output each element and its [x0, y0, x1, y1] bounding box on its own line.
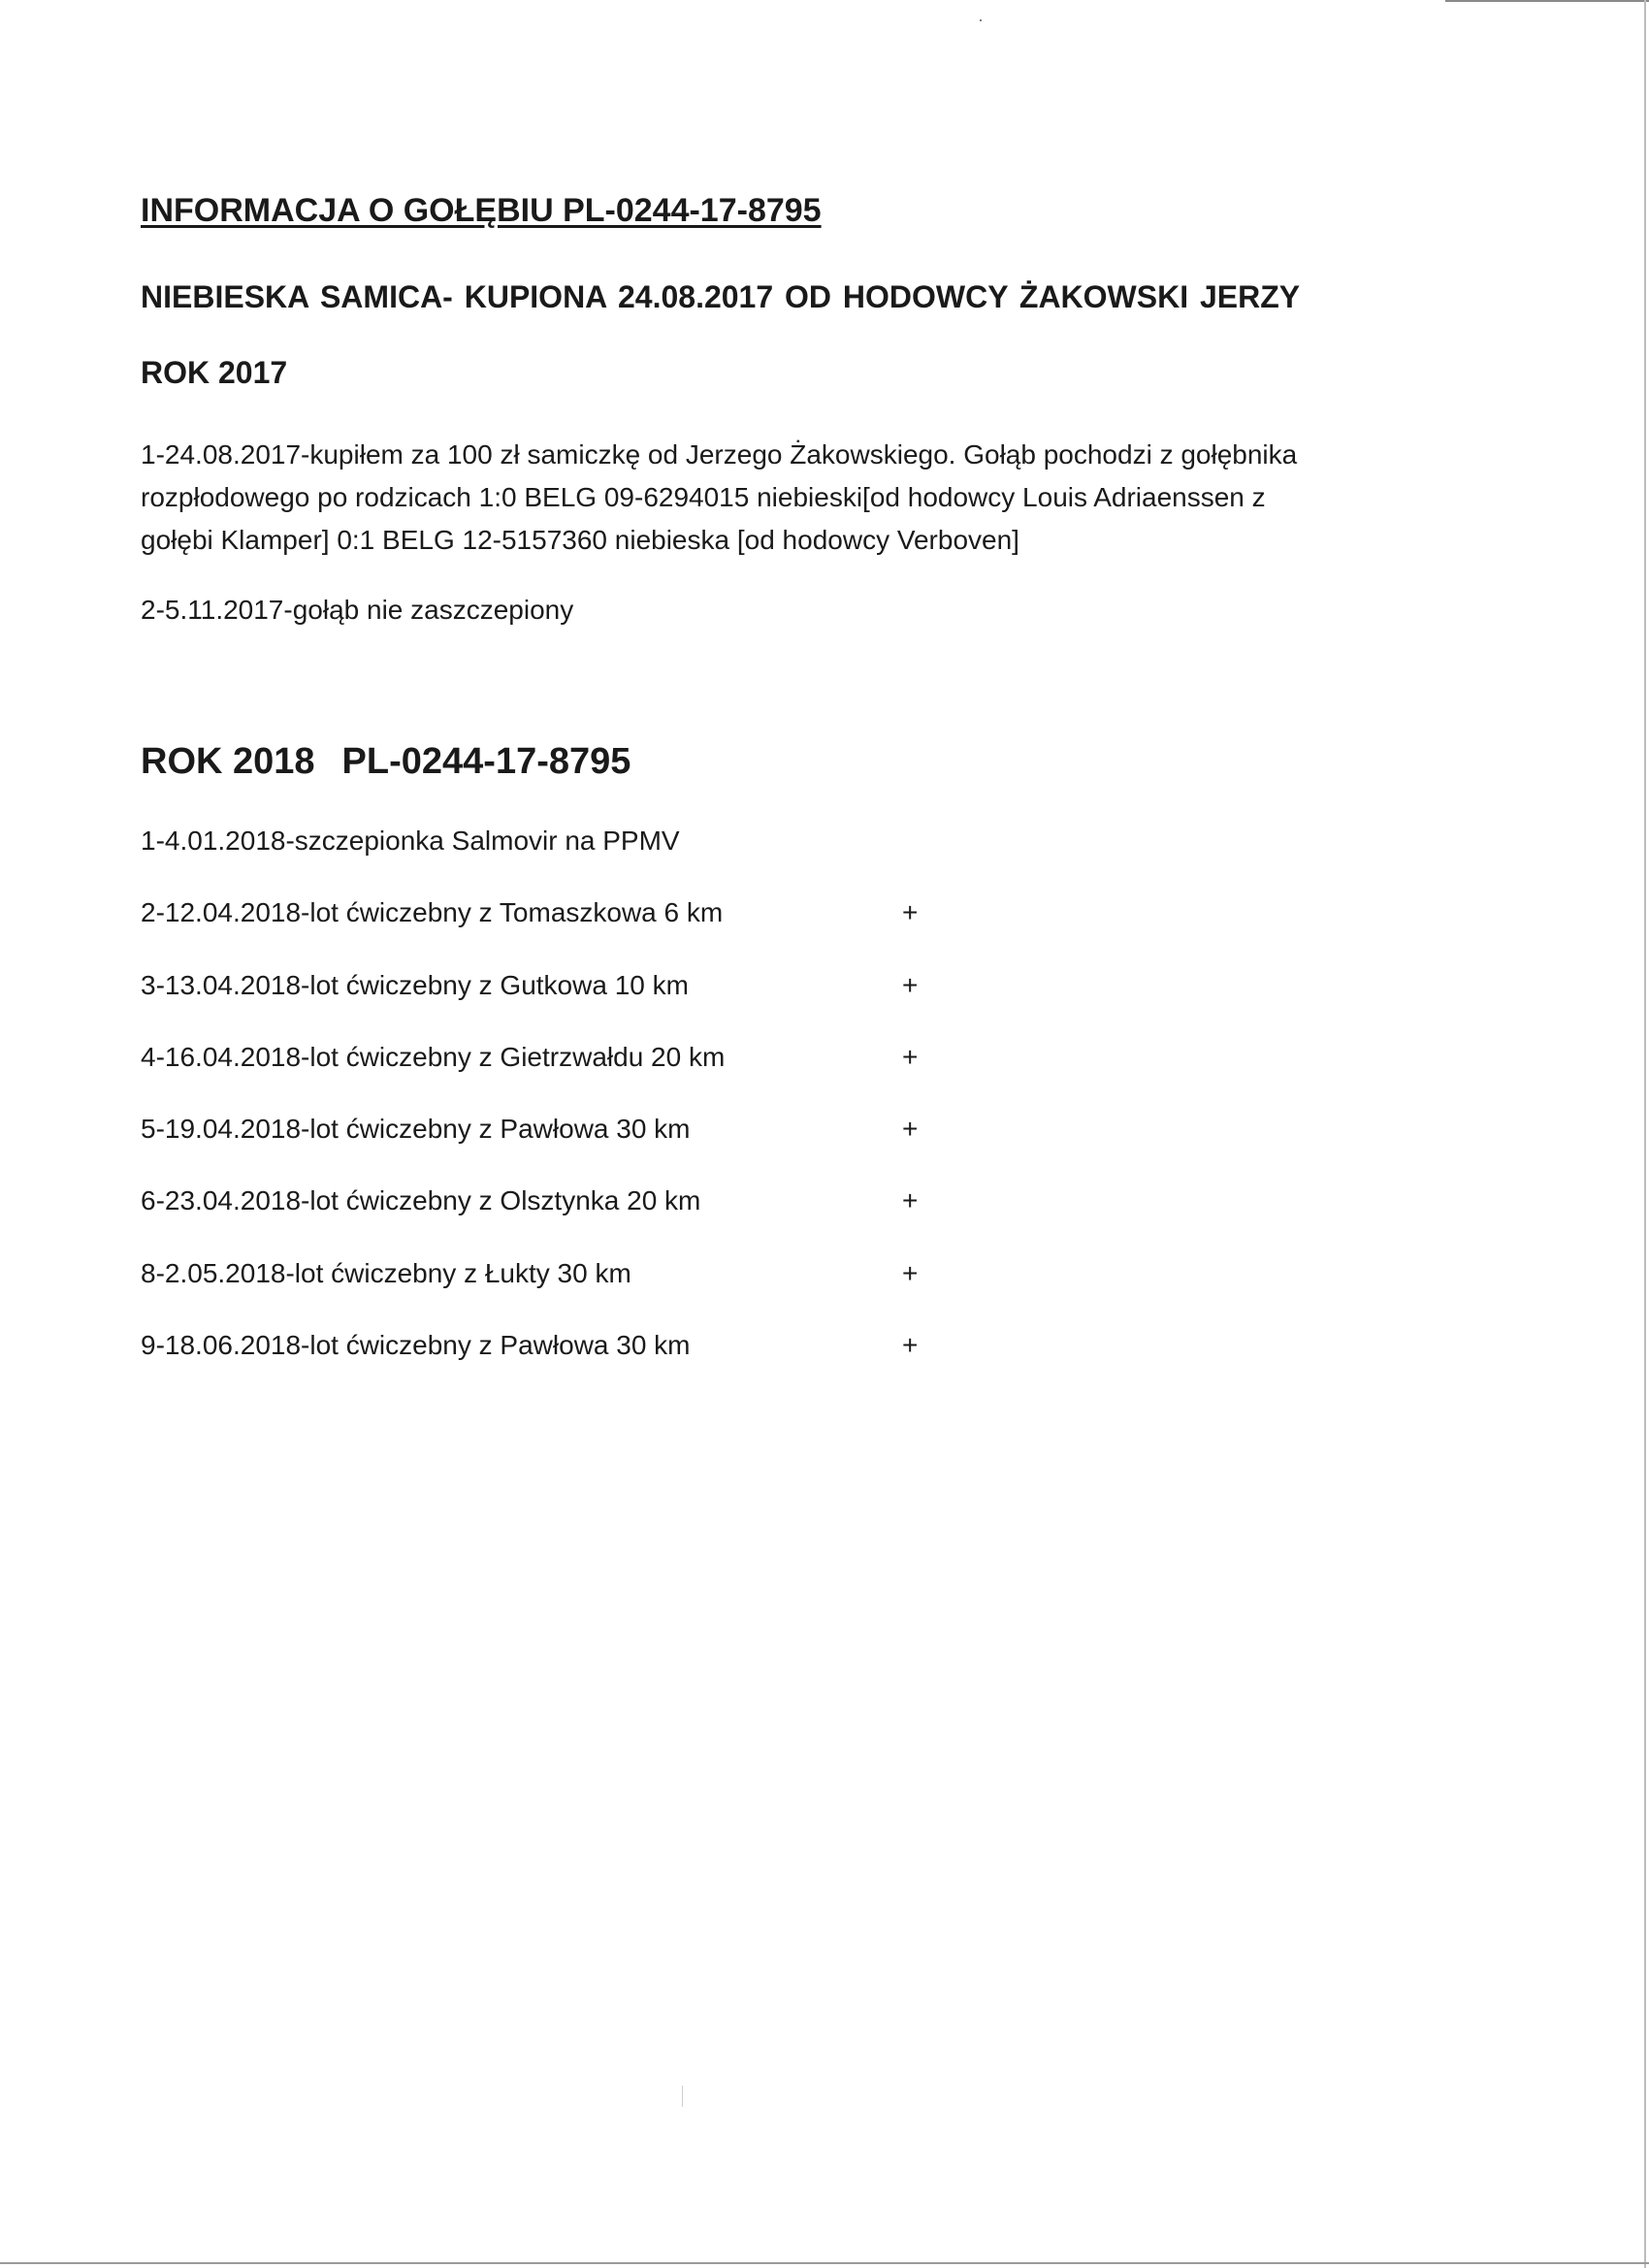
year-2017-entry-2: 2-5.11.2017-gołąb nie zaszczepiony: [141, 595, 574, 625]
scan-edge-top: [1445, 0, 1649, 2]
scan-edge-right: [1644, 0, 1646, 2268]
document-subtitle: NIEBIESKA SAMICA- KUPIONA 24.08.2017 OD HODOWCY ŻAKOWSKI JERZY: [141, 279, 1301, 314]
entry-mark: +: [902, 1041, 919, 1072]
list-item: [141, 1257, 1014, 1329]
list-item: [141, 1329, 1014, 1401]
entry-mark: +: [902, 1330, 919, 1361]
entry-mark: +: [902, 1257, 919, 1288]
year-2018-heading: [141, 741, 630, 783]
entry-mark: +: [902, 1185, 919, 1216]
list-item: [141, 1041, 1014, 1113]
list-item: [141, 1113, 1014, 1184]
year-2018-entries: [141, 825, 1014, 1401]
list-item: [141, 825, 1014, 896]
list-item: [141, 969, 1014, 1041]
year-2018-ring-number: PL-0244-17-8795: [341, 741, 631, 782]
scan-mark: [682, 2086, 683, 2107]
entry-text: 2-12.04.2018-lot ćwiczebny z Tomaszkowa 6 km: [141, 897, 724, 928]
entry-text: 1-4.01.2018-szczepionka Salmovir na PPMV: [141, 826, 680, 856]
year-2017-heading: ROK 2017: [141, 355, 288, 390]
entry-text: 8-2.05.2018-lot ćwiczebny z Łukty 30 km: [141, 1257, 631, 1288]
scan-speck: [980, 19, 982, 21]
entry-text: 9-18.06.2018-lot ćwiczebny z Pawłowa 30 km: [141, 1330, 691, 1361]
document-title: INFORMACJA O GOŁĘBIU PL-0244-17-8795: [141, 192, 822, 229]
entry-text: 5-19.04.2018-lot ćwiczebny z Pawłowa 30 km: [141, 1114, 691, 1145]
scan-edge-bottom: [0, 2262, 1649, 2264]
list-item: [141, 1184, 1014, 1256]
entry-mark: +: [902, 897, 919, 928]
year-2018-label: ROK 2018: [141, 741, 315, 782]
year-2017-entry-1: 1-24.08.2017-kupiłem za 100 zł samiczkę od Jerzego Żakowskiego. Gołąb pochodzi z gołębnika rozpłodowego po rodzicach 1:0 BELG 09-6294015 niebieski[od hodowcy Louis Adriaenssen z gołębi Klamper] 0:1 BELG 12-5157360 niebieska [od hodowcy Verboven]: [141, 439, 1298, 555]
entry-text: 6-23.04.2018-lot ćwiczebny z Olsztynka 20 km: [141, 1185, 701, 1216]
entry-mark: +: [902, 1114, 919, 1145]
entry-mark: +: [902, 969, 919, 1000]
list-item: [141, 896, 1014, 968]
entry-text: 3-13.04.2018-lot ćwiczebny z Gutkowa 10 km: [141, 969, 689, 1000]
entry-text: 4-16.04.2018-lot ćwiczebny z Gietrzwałdu 20 km: [141, 1041, 726, 1072]
